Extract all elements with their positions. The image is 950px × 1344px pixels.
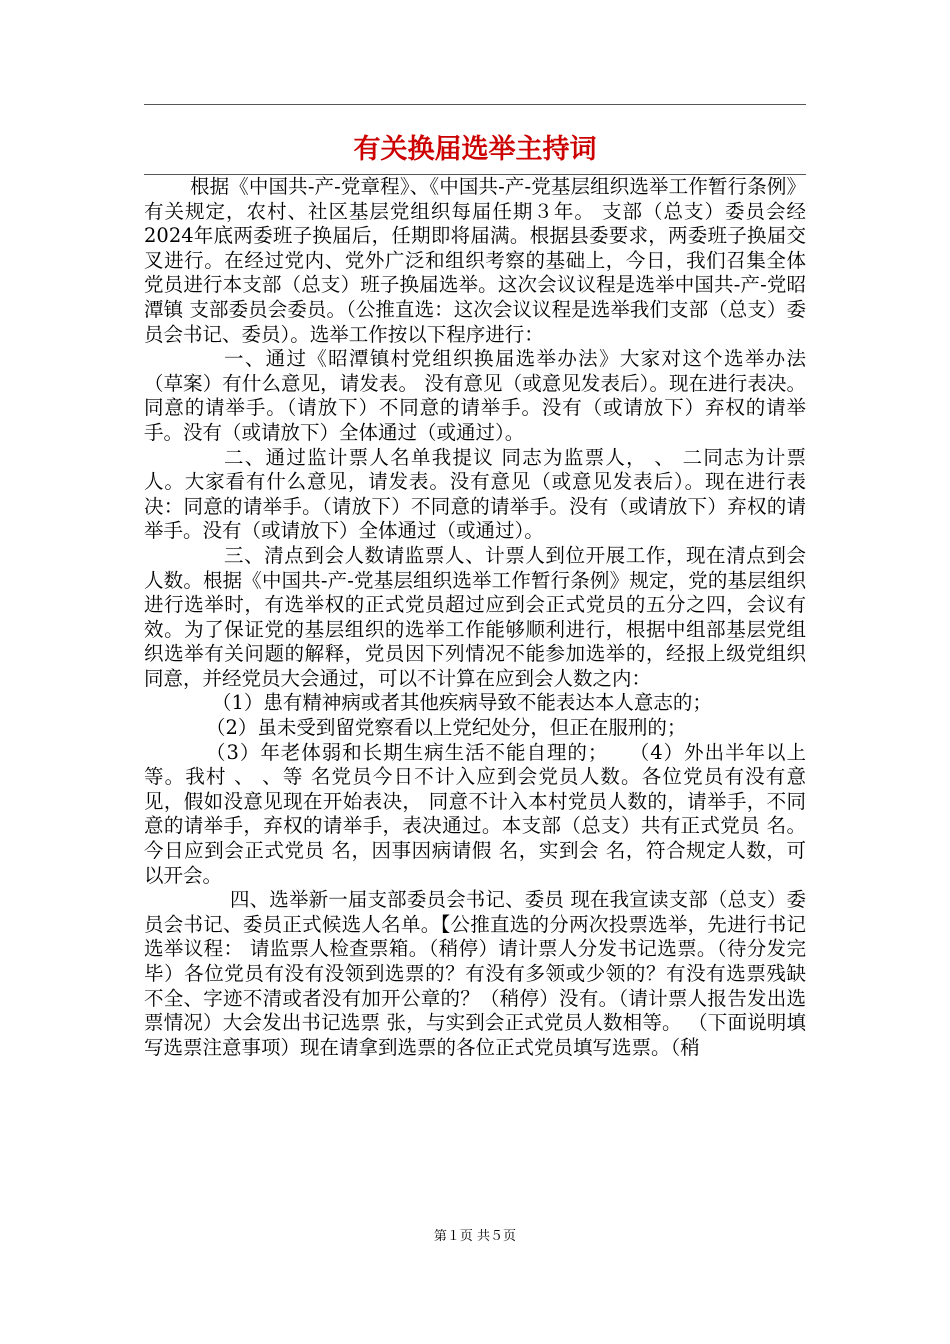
paragraph-intro: 根据《中国共-产-党章程》、《中国共-产-党基层组织选举工作暂行条例》有关规定，农村、社区基层党组织每届任期３年。 支部（总支）委员会经2024年底两委班子换届后，任期即将届满。根据县委要求，两委班子换届交叉进行。在经过党内、党外广泛和组织考察的基础上，今日，我们召集全体党员进行本支部（总支）班子换届选举。这次会议议程是选举中国共-产-党昭潭镇 支部委员会委员。（公推直选：这次会议议程是选举我们支部（总支）委员会书记、委员）。选举工作按以下程序进行：	[144, 175, 806, 346]
list-item-3-4: （3）年老体弱和长期生病生活不能自理的； （4）外出半年以上等。我村 、 、等 名党员今日不计入应到会党员人数。各位党员有没有意见，假如没意见现在开始表决， 同意不计入本村党员人数的，请举手，不同意的请举手，弃权的请举手，表决通过。本支部（总支）共有正式党员 名。今日应到会正式党员 名，因事因病请假 名，实到会 名，符合规定人数，可以开会。	[144, 740, 806, 887]
paragraph-section-2: 二、通过监计票人名单我提议 同志为监票人， 、 二同志为计票人。大家看有什么意见，请发表。没有意见（或意见发表后）。现在进行表决：同意的请举手。（请放下）不同意的请举手。没有（或请放下）弃权的请举手。没有（或请放下）全体通过（或通过）。	[144, 445, 806, 543]
header-rule	[144, 104, 806, 105]
list-item-2: （2）虽未受到留党察看以上党纪处分，但正在服刑的；	[206, 716, 687, 740]
paragraph-section-4: 四、选举新一届支部委员会书记、委员 现在我宣读支部（总支）委员会书记、委员正式候选人名单。【公推直选的分两次投票选举，先进行书记选举议程： 请监票人检查票箱。（稍停）请计票人分发书记选票。（待分发完毕）各位党员有没有没领到选票的？有没有多领或少领的？有没有选票残缺不全、字迹不清或者没有加开公章的？（稍停）没有。（请计票人报告发出选票情况）大会发出书记选票 张，与实到会正式党员人数相等。 （下面说明填写选票注意事项）现在请拿到选票的各位正式党员填写选票。（稍	[144, 888, 806, 1059]
list-item-1: （1）患有精神病或者其他疾病导致不能表达本人意志的；	[212, 691, 712, 715]
document-body	[144, 175, 806, 1060]
paragraph-section-3: 三、清点到会人数请监票人、计票人到位开展工作，现在清点到会人数。根据《中国共-产-党基层组织选举工作暂行条例》规定，党的基层组织进行选举时，有选举权的正式党员超过应到会正式党员的五分之四，会议有效。为了保证党的基层组织的选举工作能够顺利进行，根据中组部基层党组织选举有关问题的解释，党员因下列情况不能参加选举的，经报上级党组织同意，并经党员大会通过，可以不计算在应到会人数之内：	[144, 543, 806, 690]
paragraph-section-1: 一、通过《昭潭镇村党组织换届选举办法》大家对这个选举办法（草案）有什么意见，请发表。 没有意见（或意见发表后）。现在进行表决。同意的请举手。（请放下）不同意的请举手。没有（或请放下）弃权的请举手。没有（或请放下）全体通过（或通过）。	[144, 347, 806, 444]
page-number: 第１页 共５页	[433, 1229, 517, 1244]
document-title: 有关换届选举主持词	[353, 134, 597, 165]
